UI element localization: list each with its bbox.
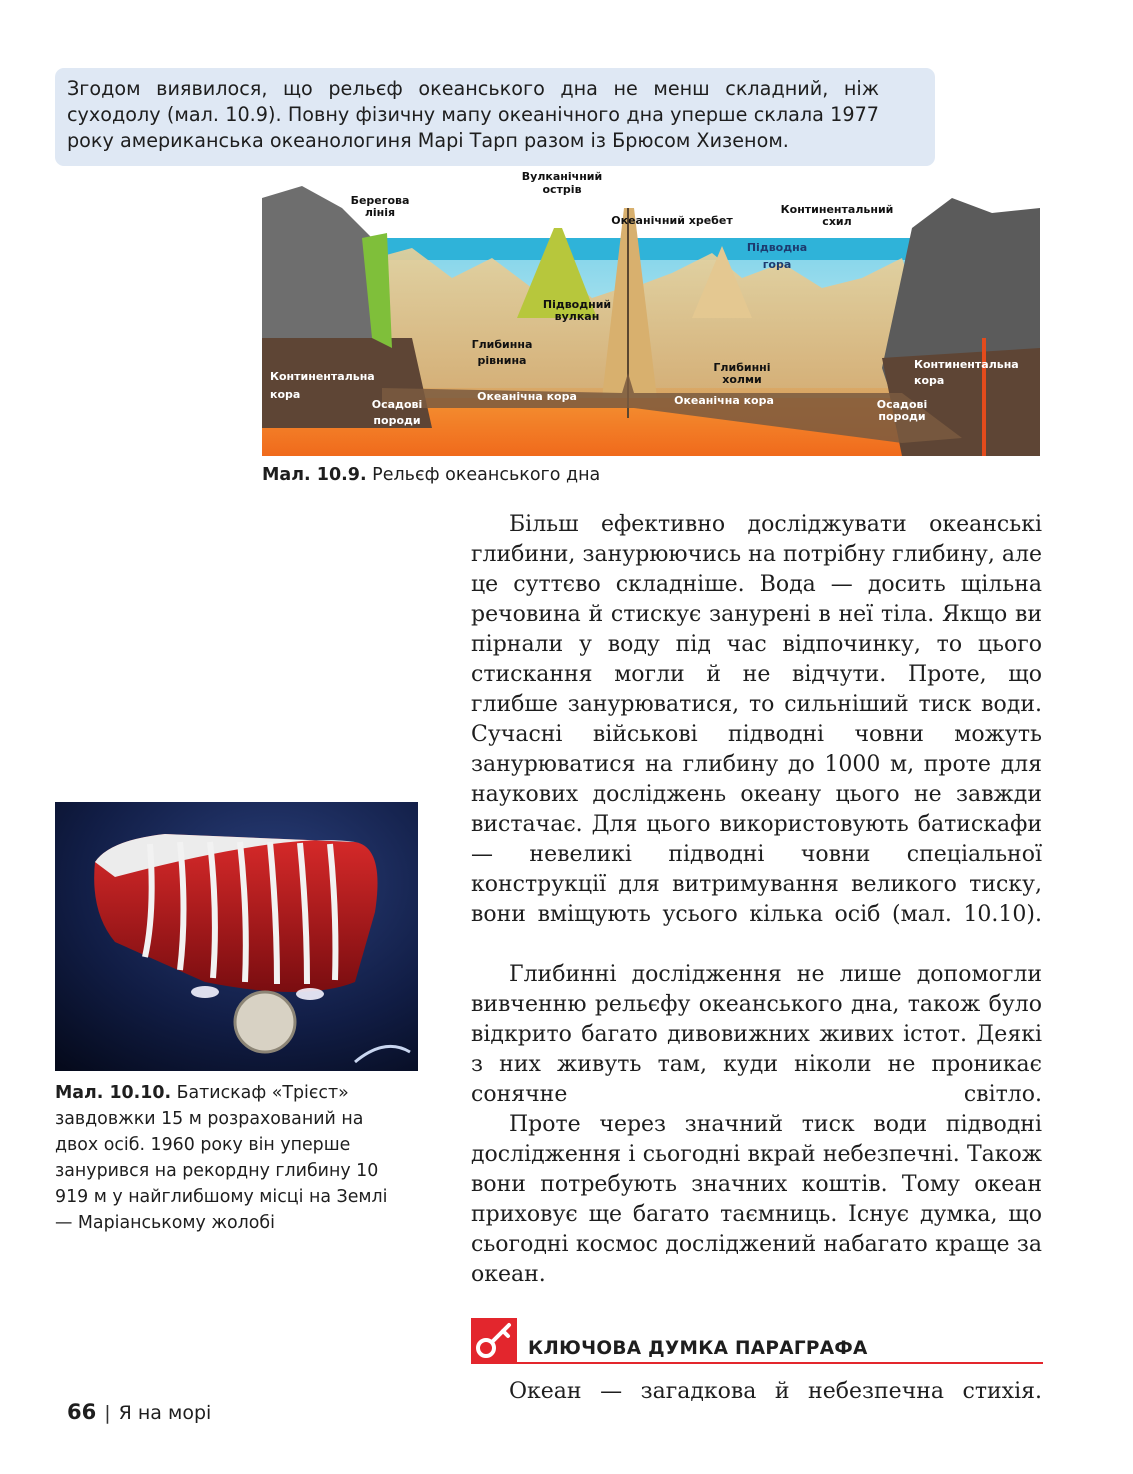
ocean-floor-figure [262,168,1040,456]
svg-text:Осадові: Осадові [876,398,928,411]
svg-text:Континентальна: Континентальна [914,358,1019,371]
svg-text:кора: кора [914,374,945,387]
svg-text:рівнина: рівнина [477,354,527,367]
svg-text:Океанічний хребет: Океанічний хребет [611,214,733,227]
figure1-caption-text: Рельєф океанського дна [366,465,601,485]
key-idea-divider [471,1362,1043,1364]
body-paragraph-2: Глибинні дослідження не лише допомогли вивченню рельєфу океанського дна, також було відкрито багато дивовижних живих істот. Деякі з них живуть там, куди ніколи не проникає сонячне світло. [471,962,1042,1107]
page-footer [67,1400,211,1424]
svg-text:Океанічна кора: Океанічна кора [674,394,774,407]
body-paragraph-1: Більш ефективно досліджувати океанські глибини, занурюючись на потрібну глибину, але це суттєво складніше. Вода — досить щільна речовина й стискує занурені в неї тіла. Якщо ви пірнали у воду під час відпочинку, то цього стискання могли й не відчути. Проте, що глибше занурюватися, то сильніший тиск води. Сучасні військові підводні човни можуть занурюватися на глибину до 1000 м, проте для наукових досліджень океану цього не завжди вистачає. Для цього використовують батискафи — невеликі підводні човни спеціальної конструкції для витримування великого тиску, вони вміщують усього кілька осіб (мал. 10.10). [471,512,1042,927]
svg-text:Вулканічний: Вулканічний [521,170,603,183]
svg-text:Глибинна: Глибинна [471,338,533,351]
body-paragraph-3: Проте через значний тиск води підводні дослідження і сьогодні вкрай небезпечні. Також вони потребують значних коштів. Тому океан приховує ще багато таємниць. Існує думка, що сьогодні космос досліджений набагато краще за океан. [471,1112,1042,1287]
svg-text:схил: схил [822,215,852,228]
section-name: Я на морі [118,1402,212,1424]
intro-text: Згодом виявилося, що рельєф океанського дна не менш складний, ніж суходолу (мал. 10.9). Повну фізичну мапу океанічного дна уперше склала 1977 року американська океанологиня Марі Тарп разом із Брюсом Хизеном. [67,77,879,152]
svg-text:Континентальна: Континентальна [270,370,375,383]
figure2-caption-text: Батискаф «Трієст» завдовжки 15 м розрахований на двох осіб. 1960 року він уперше занурився на рекордну глибину 10 919 м у найглибшому місці на Землі — Маріанському жолобі [55,1083,388,1233]
key-idea-title: КЛЮЧОВА ДУМКА ПАРАГРАФА [528,1338,868,1359]
svg-text:Осадові: Осадові [371,398,423,411]
svg-text:вулкан: вулкан [554,310,600,323]
page-number: 66 [67,1400,97,1424]
figure2-caption [55,1080,400,1236]
footer-separator: | [104,1402,111,1424]
figure1-caption [262,465,600,485]
svg-text:Океанічна кора: Океанічна кора [477,390,577,403]
bathyscaphe-image [55,802,418,1071]
svg-text:Глибинні: Глибинні [713,361,771,374]
svg-text:Берегова: Берегова [350,194,410,207]
svg-text:кора: кора [270,388,301,401]
svg-text:Підводна: Підводна [746,241,808,254]
svg-text:породи: породи [878,410,926,423]
svg-text:холми: холми [722,373,762,386]
svg-text:лінія: лінія [364,206,396,219]
figure2-caption-label: Мал. 10.10. [55,1083,172,1103]
svg-text:Континентальний: Континентальний [780,203,894,216]
svg-text:породи: породи [373,414,421,427]
svg-text:Підводний: Підводний [542,298,612,311]
svg-text:гора: гора [762,258,792,271]
key-icon [471,1318,517,1364]
svg-text:острів: острів [542,183,582,196]
figure1-caption-label: Мал. 10.9. [262,465,367,485]
key-idea-text: Океан — загадкова й небезпечна стихія. [509,1379,1042,1404]
